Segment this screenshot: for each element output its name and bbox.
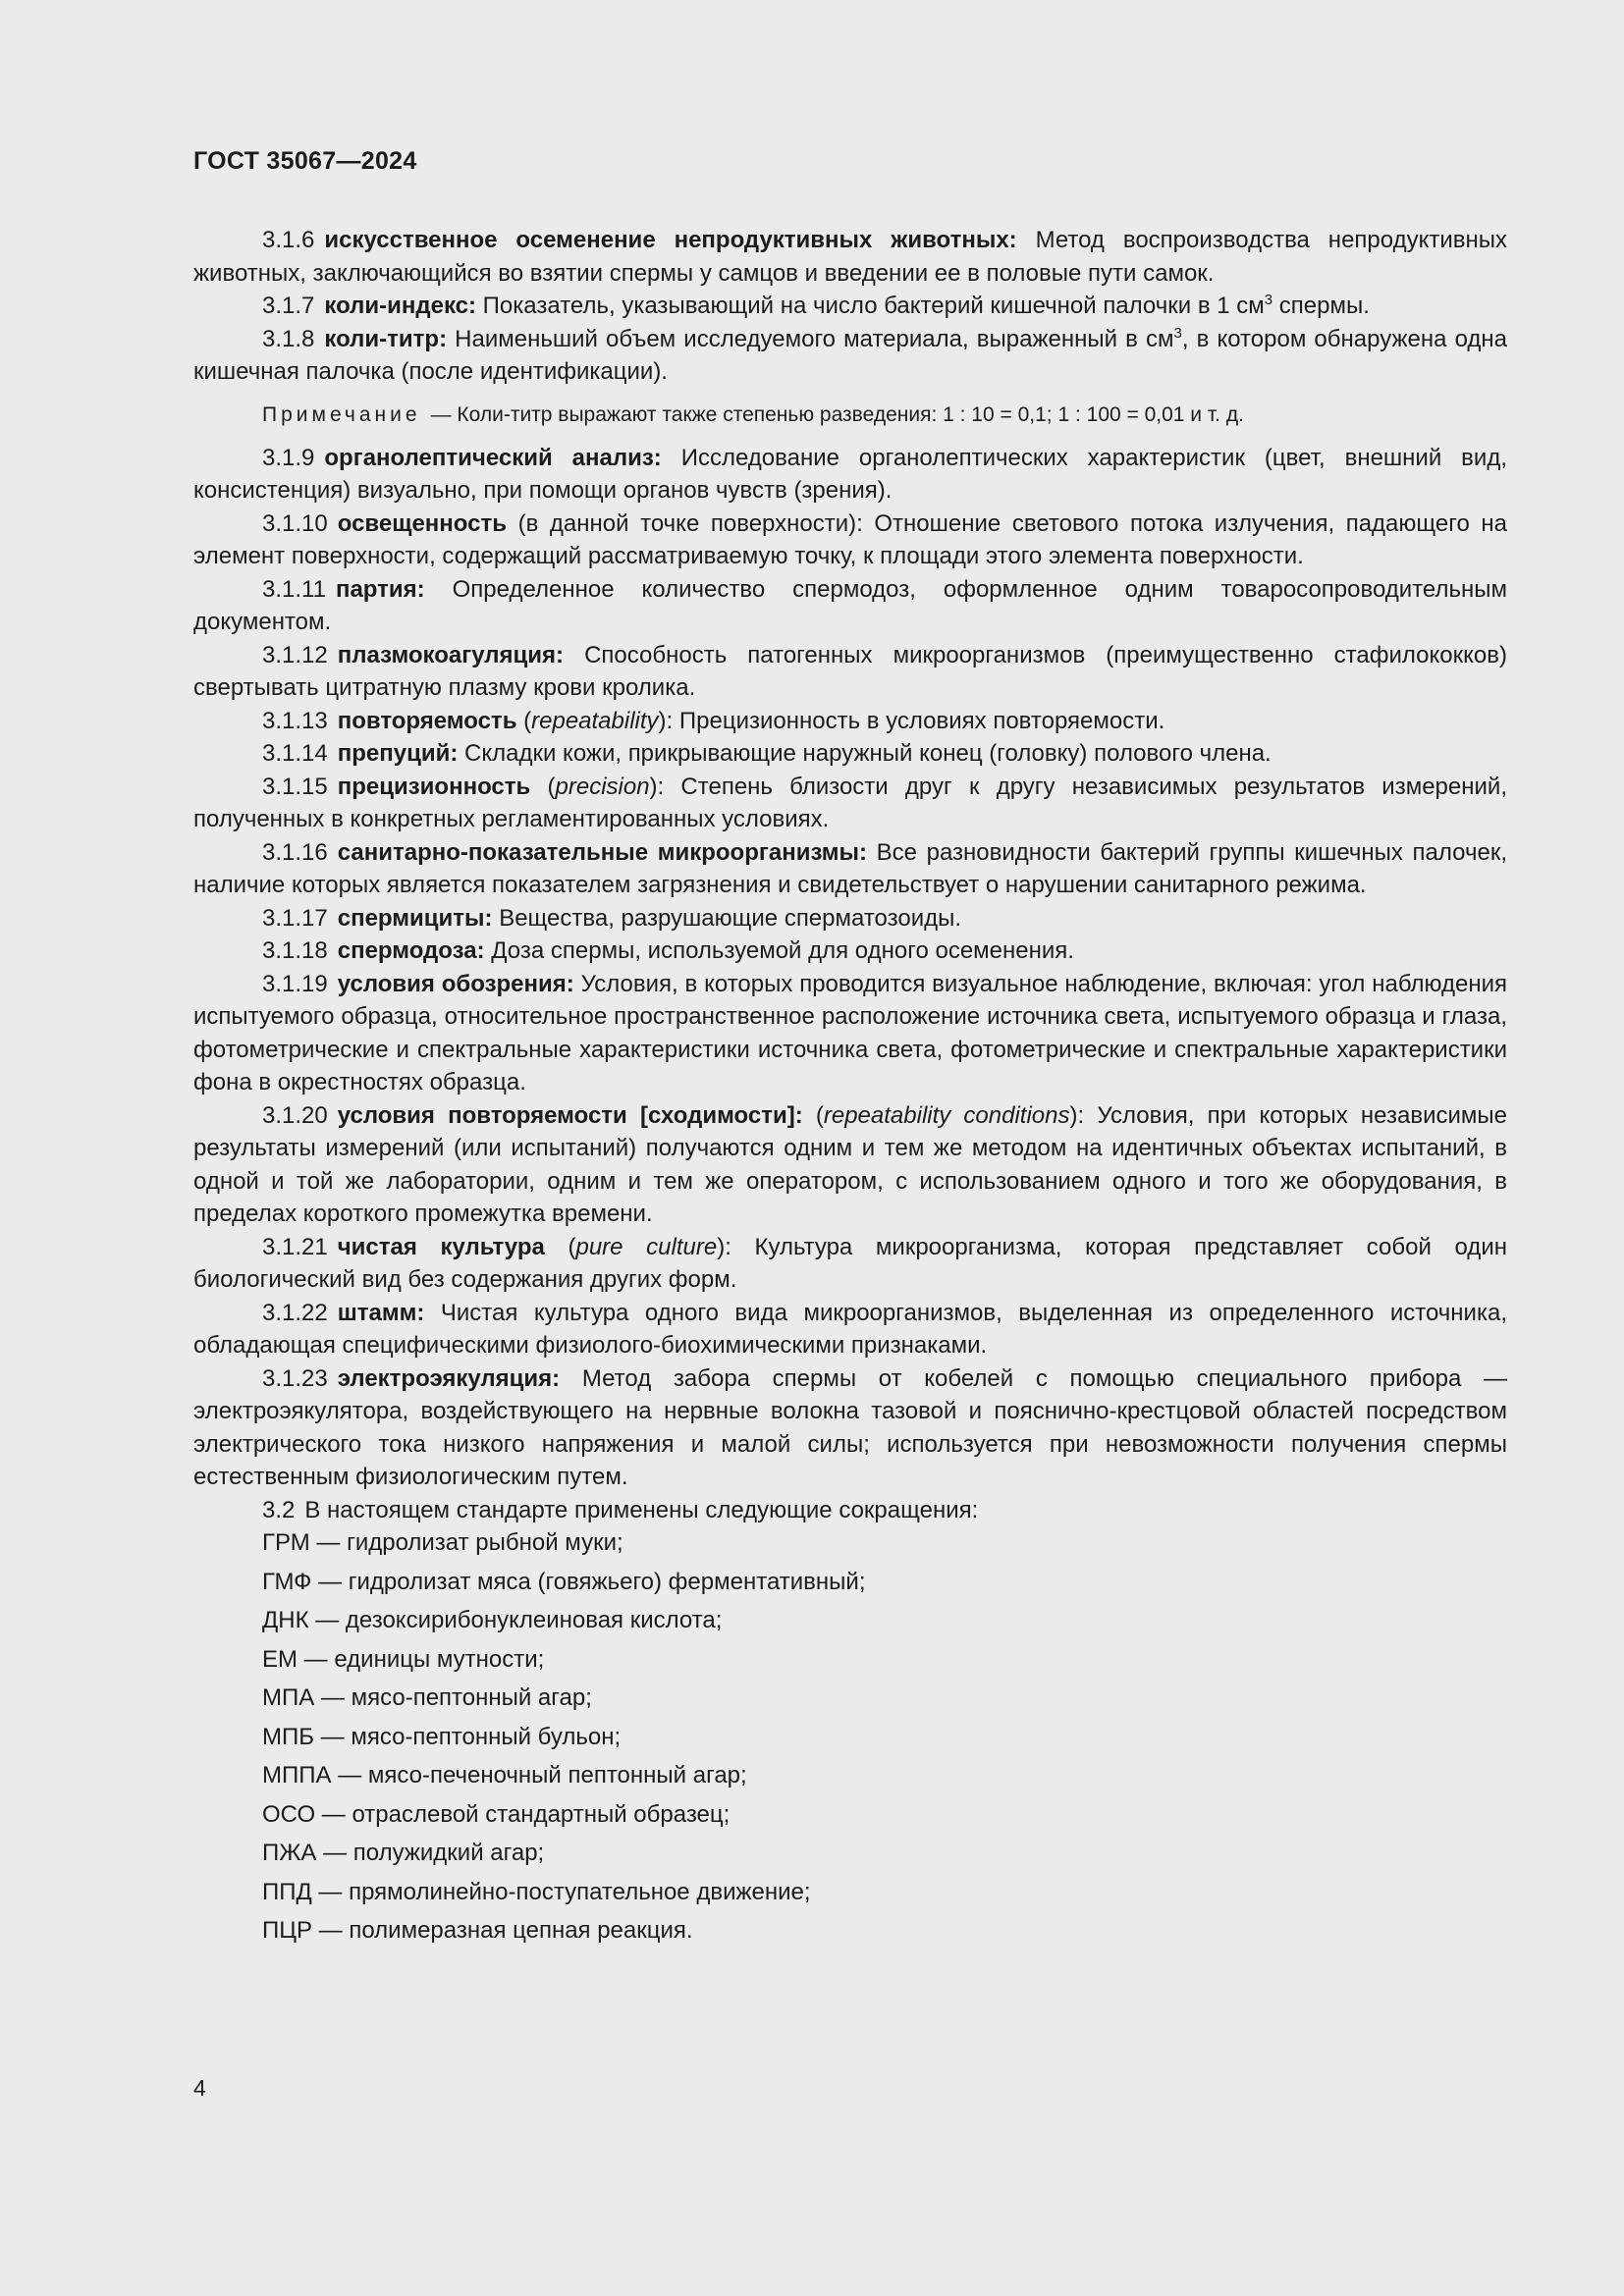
note-label: Примечание xyxy=(262,402,421,426)
definition-3-1-18 xyxy=(193,934,1507,968)
definition-text: Вещества, разрушающие сперматозоиды. xyxy=(492,904,962,932)
definition-term: коли-индекс: xyxy=(324,293,477,319)
definition-number: 3.1.23 xyxy=(262,1364,328,1392)
definition-3-1-20 xyxy=(193,1099,1507,1231)
definition-text-pre: ( xyxy=(516,707,532,734)
definition-term: спермициты: xyxy=(337,904,493,932)
definition-number: 3.1.15 xyxy=(262,773,328,800)
definition-text-pre: ( xyxy=(802,1101,824,1129)
definition-english-term: pure culture xyxy=(575,1233,718,1260)
abbreviation-item: МПА — мясо-пептонный агар; xyxy=(262,1684,592,1711)
definition-term: освещенность xyxy=(337,509,507,537)
definition-number: 3.1.14 xyxy=(262,740,328,767)
abbreviation-item: ГМФ — гидролизат мяса (говяжьего) ферментативный; xyxy=(262,1568,866,1595)
note xyxy=(262,400,1507,430)
definition-number: 3.1.20 xyxy=(262,1101,328,1129)
abbreviation-item: ДНК — дезоксирибонуклеиновая кислота; xyxy=(262,1607,723,1633)
abbreviation-item: ППД — прямолинейно-поступательное движение; xyxy=(262,1878,811,1905)
abbreviation-item: ПЦР — полимеразная цепная реакция. xyxy=(262,1917,693,1944)
definition-number: 3.1.10 xyxy=(262,509,328,537)
definition-text: Метод воспроизводства непродуктивных животных, заключающийся во взятии спермы у самцов и введении ее в половые пути самок. xyxy=(193,227,1507,287)
definition-number: 3.1.21 xyxy=(262,1233,328,1260)
definition-number: 3.1.6 xyxy=(262,227,315,253)
definition-english-term: repeatability conditions xyxy=(823,1101,1070,1129)
definition-3-1-16 xyxy=(193,836,1507,902)
definition-3-1-7 xyxy=(193,290,1507,323)
section-3-2 xyxy=(193,1494,1507,1527)
definitions-list xyxy=(193,442,1507,1494)
definition-text: (в данной точке поверхности): Отношение светового потока излучения, падающего на элемент поверхности, содержащий рассматриваемую точку, к площади этого элемента поверхности. xyxy=(193,509,1507,569)
definition-text: Определенное количество спермодоз, оформленное одним товаросопроводительным документом. xyxy=(193,575,1507,635)
page-number: 4 xyxy=(193,2075,206,2101)
definition-term: коли-титр: xyxy=(324,325,448,352)
definition-term: условия обозрения: xyxy=(337,970,574,997)
definition-term: искусственное осеменение непродуктивных животных: xyxy=(324,227,1017,253)
definition-text: Все разновидности бактерий группы кишечных палочек, наличие которых является показателем загрязнения и свидетельствует о нарушении санитарного режима. xyxy=(193,838,1507,898)
definition-text-after: , в котором обнаружена одна кишечная палочка (после идентификации). xyxy=(193,325,1508,385)
section-number: 3.2 xyxy=(262,1496,296,1523)
definition-3-1-10 xyxy=(193,507,1507,573)
definition-number: 3.1.13 xyxy=(262,707,328,734)
definition-text-pre: ( xyxy=(530,773,556,800)
definition-term: условия повторяемости [сходимости]: xyxy=(337,1101,803,1129)
definition-3-1-11 xyxy=(193,573,1507,639)
definition-text-after: спермы. xyxy=(1272,293,1370,319)
definition-3-1-17 xyxy=(193,902,1507,935)
definition-number: 3.1.22 xyxy=(262,1299,328,1326)
superscript: 3 xyxy=(1173,324,1182,342)
document-code-header: ГОСТ 35067—2024 xyxy=(193,147,417,175)
definition-number: 3.1.9 xyxy=(262,444,315,471)
definition-number: 3.1.8 xyxy=(262,325,315,352)
definition-english-term: repeatability xyxy=(531,707,659,734)
superscript: 3 xyxy=(1264,292,1273,308)
definition-text-pre: ( xyxy=(544,1233,576,1260)
abbreviation-item: МПБ — мясо-пептонный бульон; xyxy=(262,1723,622,1750)
definition-3-1-13 xyxy=(193,705,1507,738)
abbreviation-item: ГРМ — гидролизат рыбной муки; xyxy=(262,1529,623,1556)
definition-text: Исследование органолептических характеристик (цвет, внешний вид, консистенция) визуально, при помощи органов чувств (зрения). xyxy=(193,444,1508,504)
definition-number: 3.1.19 xyxy=(262,970,328,997)
definition-english-term: precision xyxy=(555,773,650,800)
definition-text: Складки кожи, прикрывающие наружный конец (головку) полового члена. xyxy=(458,740,1272,767)
definition-3-1-22 xyxy=(193,1297,1507,1362)
definition-text: Чистая культура одного вида микроорганизмов, выделенная из определенного источника, обладающая специфическими физиолого-биохимическими признаками. xyxy=(193,1299,1507,1359)
definition-number: 3.1.7 xyxy=(262,293,315,319)
definition-term: санитарно-показательные микроорганизмы: xyxy=(337,838,868,866)
abbreviation-item: ПЖА — полужидкий агар; xyxy=(262,1840,545,1866)
definition-text: ): Условия, при которых независимые результаты измерений (или испытаний) получаются одним и тем же методом на идентичных объектах испытаний, в одной и той же лаборатории, одним и тем же оператором, с использованием одного и того же оборудования, в пределах короткого промежутка времени. xyxy=(193,1101,1507,1227)
abbreviation-item: ЕМ — единицы мутности; xyxy=(262,1645,545,1673)
abbreviations-list xyxy=(193,1526,1507,1948)
section-text: В настоящем стандарте применены следующие сокращения: xyxy=(304,1496,979,1523)
definition-text: ): Степень близости друг к другу независимых результатов измерений, полученных в конкретных регламентированных условиях. xyxy=(193,773,1507,832)
definition-3-1-21 xyxy=(193,1231,1507,1297)
definition-3-1-23 xyxy=(193,1362,1507,1494)
definition-3-1-8 xyxy=(193,323,1507,389)
definition-text: Показатель, указывающий на число бактерий кишечной палочки в 1 см xyxy=(476,293,1265,319)
abbreviation-item: ОСО — отраслевой стандартный образец; xyxy=(262,1800,731,1828)
definition-term: спермодоза: xyxy=(337,937,485,964)
definition-number: 3.1.17 xyxy=(262,904,328,932)
definition-term: плазмокоагуляция: xyxy=(337,641,565,668)
definition-text: Условия, в которых проводится визуальное наблюдение, включая: угол наблюдения испытуемого образца, относительное пространственное расположение источника света, испытуемого образца и глаза, фотометрические и спектральные характеристики источника света, фотометрические и спектральные характеристики фона в окрестностях образца. xyxy=(193,970,1507,1095)
note-text: — Коли-титр выражают также степенью разведения: 1 : 10 = 0,1; 1 : 100 = 0,01 и т. д. xyxy=(430,402,1244,426)
definition-text: ): Культура микроорганизма, которая представляет собой один биологический вид без содержания других форм. xyxy=(193,1233,1507,1293)
definition-3-1-19 xyxy=(193,968,1507,1099)
definition-number: 3.1.11 xyxy=(262,575,326,603)
definition-number: 3.1.16 xyxy=(262,838,328,866)
definition-term: партия: xyxy=(335,575,425,603)
definition-term: органолептический анализ: xyxy=(324,444,662,471)
definition-3-1-9 xyxy=(193,442,1507,507)
definition-text: Метод забора спермы от кобелей с помощью специального прибора — электроэякулятора, воздействующего на нервные волокна тазовой и пояснично-крестцовой областей посредством электрического тока низкого напряжения и малой силы; используется при невозможности получения спермы естественным физиологическим путем. xyxy=(193,1364,1507,1490)
abbreviation-item: МППА — мясо-печеночный пептонный агар; xyxy=(262,1762,747,1789)
definition-text: Способность патогенных микроорганизмов (преимущественно стафилококков) свертывать цитратную плазму крови кролика. xyxy=(193,641,1507,701)
definition-term: чистая культура xyxy=(337,1233,545,1260)
document-body xyxy=(193,224,1507,1953)
definition-3-1-15 xyxy=(193,771,1507,836)
definition-text: Наименьший объем исследуемого материала, выраженный в см xyxy=(447,325,1174,352)
definition-term: прецизионность xyxy=(337,773,531,800)
definition-3-1-14 xyxy=(193,737,1507,771)
definition-number: 3.1.12 xyxy=(262,641,328,668)
definition-term: штамм: xyxy=(337,1299,425,1326)
definition-term: повторяемость xyxy=(337,707,517,734)
definition-text: ): Прецизионность в условиях повторяемости. xyxy=(658,707,1165,734)
definition-3-1-6 xyxy=(193,224,1507,290)
definition-term: электроэякуляция: xyxy=(337,1364,561,1392)
definition-text: Доза спермы, используемой для одного осеменения. xyxy=(484,937,1074,964)
definition-term: препуций: xyxy=(337,740,459,767)
definition-number: 3.1.18 xyxy=(262,937,328,964)
definition-3-1-12 xyxy=(193,639,1507,705)
